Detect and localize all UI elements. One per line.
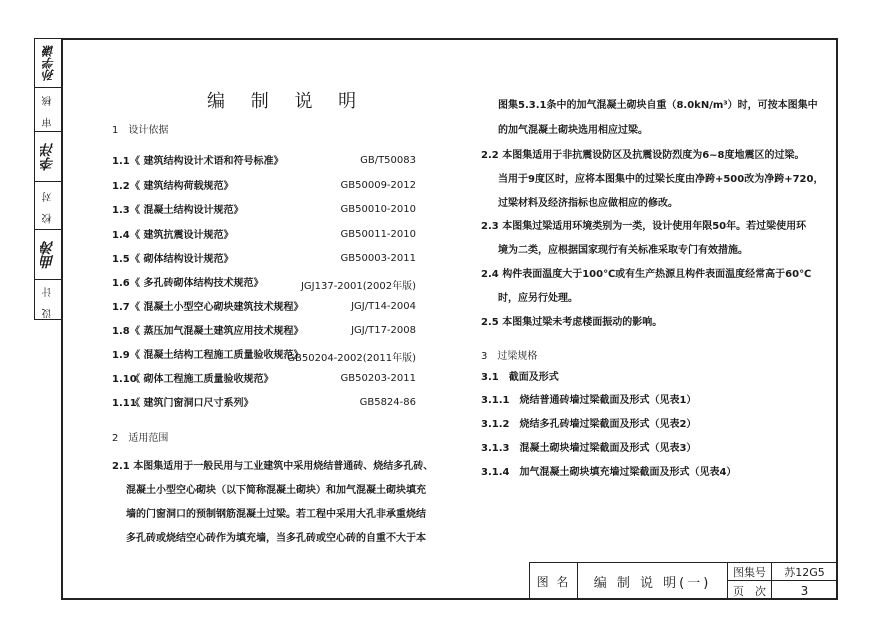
paragraph-line: 2.5 本图集过梁未考虑楼面振动的影响。 — [481, 317, 663, 328]
paragraph-line: 2.1 本图集适用于一般民用与工业建筑中采用烧结普通砖、烧结多孔砖、 — [112, 461, 434, 472]
ref-item-num: 1.8 — [112, 326, 130, 337]
ref-item-name: 《 建筑抗震设计规范》 — [130, 230, 234, 241]
paragraph-line: 境为二类，应根据国家现行有关标准采取专门有效措施。 — [498, 245, 748, 256]
ref-item-name: 《 建筑门窗洞口尺寸系列》 — [130, 398, 254, 409]
paragraph-line: 2.2 本图集适用于非抗震设防区及抗震设防烈度为6~8度地震区的过梁。 — [481, 150, 805, 161]
review-signature: 孙学谦 — [41, 45, 56, 81]
ref-item-code: GB50003-2011 — [340, 253, 416, 264]
page-number-label: 页 次 — [728, 581, 772, 600]
spec-item: 3.1.4 加气混凝土砌块填充墙过梁截面及形式（见表4） — [481, 467, 737, 478]
atlas-number-value: 苏12G5 — [772, 563, 837, 581]
ref-item-code: JGJ/T14-2004 — [351, 301, 416, 312]
title-block — [529, 562, 838, 600]
signature-strip — [34, 38, 61, 320]
ref-item-num: 1.3 — [112, 205, 130, 216]
paragraph-line: 当用于9度区时，应将本图集中的过梁长度由净跨+500改为净跨+720， — [498, 174, 824, 185]
ref-item-name: 《 砌体结构设计规范》 — [130, 254, 234, 265]
ref-item-name: 《 蒸压加气混凝土建筑应用技术规程》 — [130, 326, 304, 337]
spec-item: 3.1.2 烧结多孔砖墙过梁截面及形式（见表2） — [481, 419, 697, 430]
ref-item-code: JGJ137-2001(2002年版) — [300, 281, 416, 292]
section1-heading: 1 设计依据 — [112, 125, 169, 136]
ref-item-name: 《 多孔砖砌体结构技术规范》 — [130, 278, 264, 289]
section3-heading: 3 过梁规格 — [481, 351, 538, 362]
ref-item-code: JGJ/T17-2008 — [351, 325, 416, 336]
section2-heading: 2 适用范围 — [112, 433, 169, 444]
section3-sub: 3.1 截面及形式 — [481, 372, 559, 383]
atlas-number-label: 图集号 — [728, 563, 772, 581]
drawing-name-value: 编 制 说 明(一) — [578, 563, 728, 600]
paragraph-line: 时，应另行处理。 — [498, 293, 578, 304]
ref-item-code: GB50010-2010 — [340, 204, 416, 215]
ref-item-name: 《 混凝土结构工程施工质量验收规范》 — [130, 350, 304, 361]
design-label-cell — [35, 279, 61, 321]
design-signature-cell — [35, 229, 61, 279]
check-signature: 李洋 — [40, 142, 56, 171]
paragraph-line: 图集5.3.1条中的加气混凝土砌块自重（8.0kN/m³）时，可按本图集中 — [498, 100, 818, 111]
review-label: 审 核 — [42, 91, 54, 128]
paragraph-line: 过梁材料及经济指标也应做相应的修改。 — [498, 198, 678, 209]
ref-item-num: 1.6 — [112, 278, 130, 289]
ref-item-num: 1.9 — [112, 350, 130, 361]
design-label: 设 计 — [42, 282, 54, 319]
ref-item-code: GB50009-2012 — [340, 180, 416, 191]
ref-item-code: GB50203-2011 — [340, 373, 416, 384]
ref-item-name: 《 建筑结构荷载规范》 — [130, 181, 234, 192]
ref-item-code: GB/T50083 — [360, 155, 416, 166]
page-number-value: 3 — [800, 583, 809, 598]
design-signature: 曲涛 — [40, 240, 56, 269]
ref-item-num: 1.11 — [112, 398, 137, 409]
review-label-cell — [35, 87, 61, 131]
ref-item-num: 1.10 — [112, 374, 137, 385]
ref-item-name: 《 建筑结构设计术语和符号标准》 — [130, 156, 284, 167]
ref-item-name: 《 混凝土结构设计规范》 — [130, 205, 244, 216]
ref-item-num: 1.4 — [112, 230, 130, 241]
paragraph-line: 2.4 构件表面温度大于100℃或有生产热源且构件表面温度经常高于60℃ — [481, 269, 812, 280]
ref-item-num: 1.2 — [112, 181, 130, 192]
ref-item-code: GB50204-2002(2011年版) — [287, 353, 416, 364]
ref-item-num: 1.1 — [112, 156, 130, 167]
spec-item: 3.1.3 混凝土砌块墙过梁截面及形式（见表3） — [481, 443, 697, 454]
check-label-cell — [35, 181, 61, 229]
ref-item-name: 《 混凝土小型空心砌块建筑技术规程》 — [130, 302, 304, 313]
page-title: 编 制 说 明 — [207, 91, 367, 112]
spec-item: 3.1.1 烧结普通砖墙过梁截面及形式（见表1） — [481, 395, 697, 406]
ref-item-code: GB50011-2010 — [340, 229, 416, 240]
paragraph-line: 墙的门窗洞口的预制钢筋混凝土过梁。若工程中采用大孔非承重烧结 — [126, 509, 426, 520]
ref-item-num: 1.5 — [112, 254, 130, 265]
ref-item-name: 《 砌体工程施工质量验收规范》 — [130, 374, 274, 385]
ref-item-code: GB5824-86 — [359, 397, 416, 408]
ref-item-num: 1.7 — [112, 302, 130, 313]
paragraph-line: 多孔砖或烧结空心砖作为填充墙，当多孔砖或空心砖的自重不大于本 — [126, 533, 426, 544]
review-signature-cell — [35, 39, 61, 87]
check-label: 校 对 — [42, 187, 54, 224]
paragraph-line: 的加气混凝土砌块选用相应过梁。 — [498, 125, 648, 136]
drawing-name-label: 图 名 — [530, 563, 578, 600]
paragraph-line: 混凝土小型空心砌块（以下简称混凝土砌块）和加气混凝土砌块填充 — [126, 485, 426, 496]
paragraph-line: 2.3 本图集过梁适用环境类别为一类，设计使用年限50年。若过梁使用环 — [481, 221, 807, 232]
check-signature-cell — [35, 131, 61, 181]
